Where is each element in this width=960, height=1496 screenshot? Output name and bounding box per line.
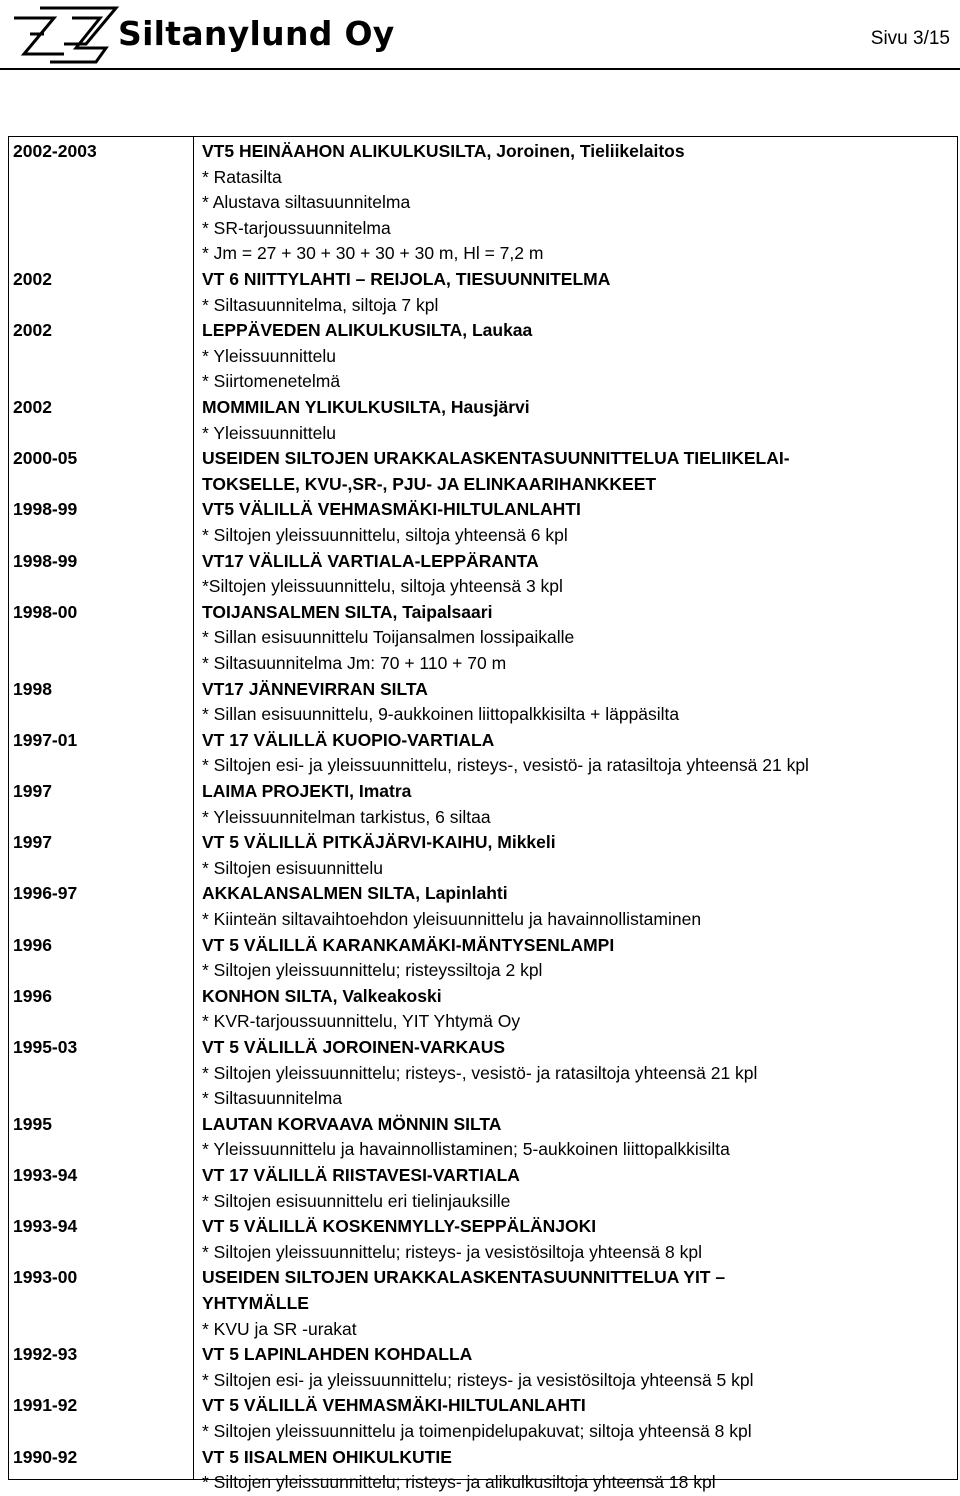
row-description [202,549,958,600]
row-description [202,1163,958,1214]
project-title: VT17 JÄNNEVIRRAN SILTA [202,678,428,699]
row-description [202,497,958,548]
row-description [202,779,958,830]
project-title: VT 5 VÄLILLÄ JOROINEN-VARKAUS [202,1037,506,1057]
project-detail: * Siltojen yleissuunnittelu; risteys- ja vesistösiltoja yhteensä 8 kpl [202,1241,702,1262]
row-year: 1993-94 [13,1165,78,1185]
row-description [202,600,958,677]
row-year: 2002 [13,320,52,341]
project-detail: * Kiinteän siltavaihtoehdon yleisuunnittelu ja havainnollistaminen [202,908,702,929]
row-year: 1997 [13,832,52,853]
row-year: 1997-01 [13,729,78,750]
row-description [202,881,958,932]
project-title: USEIDEN SILTOJEN URAKKALASKENTASUUNNITTELUA TIELIIKELAI- [202,448,790,469]
project-detail: TOKSELLE, KVU-,SR-, PJU- JA ELINKAARIHANKKEET [202,473,657,494]
project-detail: * Yleissuunnittelu [202,422,336,443]
row-year: 1992-93 [13,1344,78,1365]
row-description [202,1342,958,1393]
row-description [202,677,958,728]
company-name: Siltanylund Oy [118,14,395,53]
project-title: VT 5 VÄLILLÄ PITKÄJÄRVI-KAIHU, Mikkeli [202,832,556,853]
project-title: VT17 VÄLILLÄ VARTIALA-LEPPÄRANTA [202,550,539,571]
project-title: LAIMA PROJEKTI, Imatra [202,781,412,801]
project-detail: * Siltojen yleissuunnittelu; risteys- ja alikulkusiltoja yhteensä 18 kpl [202,1472,716,1493]
project-detail: * Yleissuunnittelu ja havainnollistaminen; 5-aukkoinen liittopalkkisilta [202,1139,730,1160]
project-detail: * Siltojen yleissuunnittelu; risteys-, vesistö- ja ratasiltoja yhteensä 21 kpl [202,1062,758,1083]
project-detail: * Alustava siltasuunnitelma [202,192,411,213]
project-title: VT 17 VÄLILLÄ KUOPIO-VARTIALA [202,729,495,750]
row-year: 1998 [13,678,52,699]
row-description [202,318,958,395]
project-title: VT 6 NIITTYLAHTI – REIJOLA, TIESUUNNITELMA [202,269,611,289]
row-description [202,933,958,984]
row-year: 2002 [13,397,52,417]
row-year: 1996-97 [13,883,78,904]
project-title: VT 5 VÄLILLÄ KOSKENMYLLY-SEPPÄLÄNJOKI [202,1216,597,1237]
project-detail: YHTYMÄLLE [202,1292,309,1313]
project-detail: * Yleissuunnittelu [202,345,336,366]
row-year: 2000-05 [13,448,78,469]
project-title: LAUTAN KORVAAVA MÖNNIN SILTA [202,1113,502,1134]
project-title: USEIDEN SILTOJEN URAKKALASKENTASUUNNITTELUA YIT – [202,1267,726,1288]
project-detail: * Sillan esisuunnittelu, 9-aukkoinen liittopalkkisilta + läppäsilta [202,704,680,725]
row-description [202,267,958,318]
project-detail: * Siltasuunnitelma [202,1088,343,1109]
company-logo-icon [10,4,120,64]
project-title: AKKALANSALMEN SILTA, Lapinlahti [202,883,508,904]
row-description [202,446,958,497]
row-year: 1998-00 [13,601,78,622]
row-description [202,830,958,881]
project-title: MOMMILAN YLIKULKUSILTA, Hausjärvi [202,397,530,417]
project-title: VT 5 VÄLILLÄ VEHMASMÄKI-HILTULANLAHTI [202,1395,586,1416]
row-description [202,1035,958,1112]
column-divider [193,137,194,1479]
project-title: LEPPÄVEDEN ALIKULKUSILTA, Laukaa [202,320,533,341]
row-year: 2002 [13,269,52,289]
row-year: 1993-00 [13,1267,78,1288]
row-description [202,1214,958,1265]
project-detail: * Siltojen esisuunnittelu [202,857,383,878]
project-detail: * Siltasuunnitelma, siltoja 7 kpl [202,294,439,315]
row-year: 1996 [13,934,52,955]
project-title: VT5 VÄLILLÄ VEHMASMÄKI-HILTULANLAHTI [202,499,581,520]
row-description [202,1393,958,1444]
row-year: 1998-99 [13,499,78,520]
project-detail: * Ratasilta [202,166,282,187]
row-year: 2002-2003 [13,141,97,161]
row-description [202,728,958,779]
project-detail: *Siltojen yleissuunnittelu, siltoja yhteensä 3 kpl [202,576,563,597]
row-year: 1997 [13,781,52,801]
project-title: VT5 HEINÄAHON ALIKULKUSILTA, Joroinen, Tieliikelaitos [202,141,685,161]
project-title: VT 5 LAPINLAHDEN KOHDALLA [202,1344,473,1365]
project-detail: * Siirtomenetelmä [202,371,341,392]
project-title: VT 5 VÄLILLÄ KARANKAMÄKI-MÄNTYSENLAMPI [202,934,615,955]
page-header [0,0,960,72]
row-description [202,139,958,267]
project-detail: * Siltojen yleissuunnittelu ja toimenpidelupakuvat; siltoja yhteensä 8 kpl [202,1420,752,1441]
project-detail: * Siltojen esi- ja yleissuunnittelu, risteys-, vesistö- ja ratasiltoja yhteensä 21 kpl [202,755,809,776]
project-detail: * Siltojen yleissuunnittelu, siltoja yhteensä 6 kpl [202,524,568,545]
project-detail: * SR-tarjoussuunnitelma [202,217,391,238]
project-detail: * Siltojen esi- ja yleissuunnittelu; risteys- ja vesistösiltoja yhteensä 5 kpl [202,1369,754,1390]
project-detail: * Yleissuunnitelman tarkistus, 6 siltaa [202,806,491,827]
project-detail: * Siltojen esisuunnittelu eri tielinjauksille [202,1190,511,1211]
header-rule [0,68,960,70]
project-title: VT 17 VÄLILLÄ RIISTAVESI-VARTIALA [202,1165,520,1185]
row-year: 1998-99 [13,550,78,571]
reference-table [8,136,958,1493]
project-detail: * KVU ja SR -urakat [202,1318,357,1339]
page-number: Sivu 3/15 [870,28,950,49]
project-title: VT 5 IISALMEN OHIKULKUTIE [202,1446,452,1467]
row-year: 1991-92 [13,1395,78,1416]
row-year: 1996 [13,985,52,1006]
project-detail: * Siltojen yleissuunnittelu; risteyssiltoja 2 kpl [202,960,543,981]
row-description [202,395,958,446]
row-year: 1993-94 [13,1216,78,1237]
project-title: TOIJANSALMEN SILTA, Taipalsaari [202,601,493,622]
project-title: KONHON SILTA, Valkeakoski [202,985,442,1006]
row-description [202,1445,958,1496]
row-year: 1990-92 [13,1446,78,1467]
project-detail: * Sillan esisuunnittelu Toijansalmen lossipaikalle [202,627,575,648]
project-detail: * Jm = 27 + 30 + 30 + 30 + 30 m, Hl = 7,2 m [202,243,544,264]
row-description [202,1265,958,1342]
row-description [202,984,958,1035]
row-year: 1995-03 [13,1037,78,1057]
row-year: 1995 [13,1113,52,1134]
project-detail: * KVR-tarjoussuunnittelu, YIT Yhtymä Oy [202,1011,521,1032]
row-description [202,1112,958,1163]
project-detail: * Siltasuunnitelma Jm: 70 + 110 + 70 m [202,652,507,673]
